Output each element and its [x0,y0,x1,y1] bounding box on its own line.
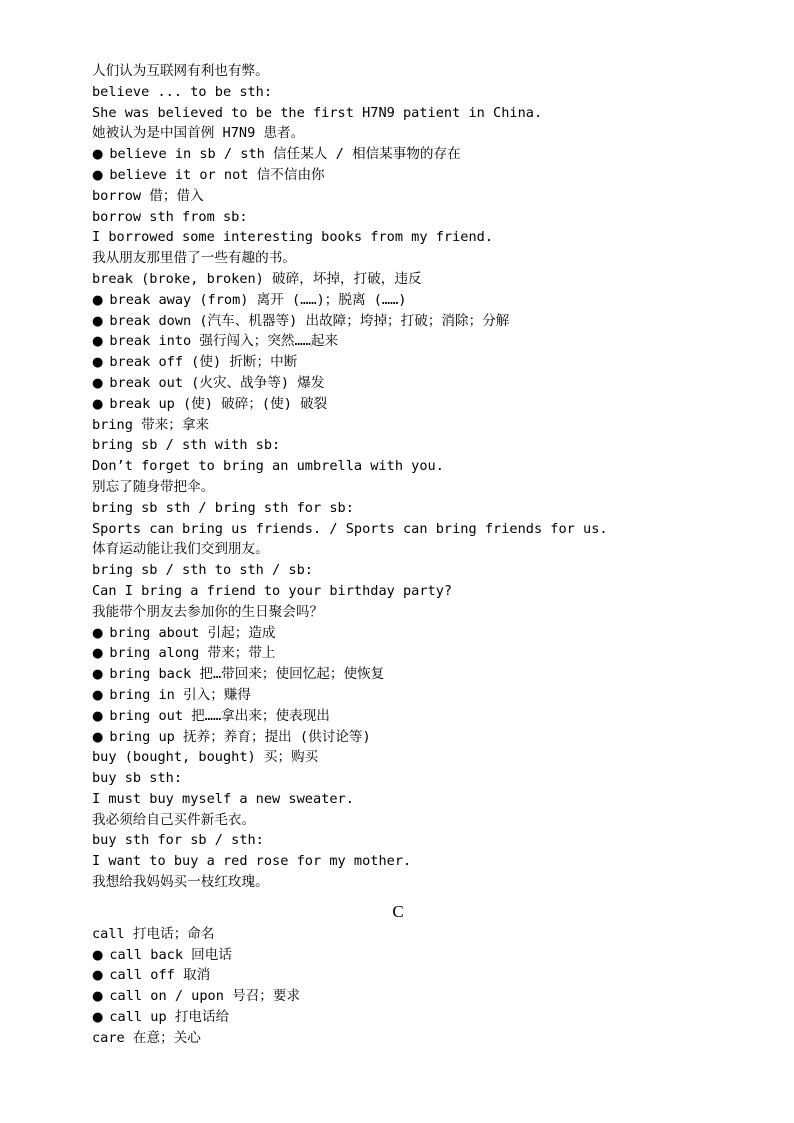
text-line: 人们认为互联网有利也有弊。 [92,63,269,79]
bullet-icon: ● [92,334,104,350]
text-line: 别忘了随身带把伞。 [92,478,215,495]
section-heading: C [392,901,404,921]
vocabulary-list [92,61,732,1049]
entry-text: bring up 抚养；养育；提出 (供讨论等) [109,728,371,745]
bullet-entry [92,685,732,706]
text-line: bring sb sth / bring sth for sb: [92,499,354,516]
text-line: Don’t forget to bring an umbrella with you. [92,458,444,475]
entry-text: bring out 把……拿出来；使表现出 [109,707,330,724]
entry-text: call on / upon 号召；要求 [109,988,301,1005]
entry-text: bring along 带来；带上 [109,645,276,662]
bullet-entry [92,394,732,415]
bullet-icon: ● [92,989,104,1005]
text-line: buy sb sth: [92,770,183,787]
bullet-entry [92,727,732,748]
text-line: break (broke, broken) 破碎，坏掉，打破，违反 [92,270,422,287]
text-line: borrow 借；借入 [92,187,204,204]
text-line: 体育运动能让我们交到朋友。 [92,541,269,558]
bullet-entry [92,623,732,644]
bullet-icon: ● [92,313,104,329]
text-line: 我必须给自己买件新毛衣。 [92,811,256,828]
text-line: 她被认为是中国首例 H7N9 患者。 [92,125,305,142]
document-page [92,61,732,1049]
entry-text: break off (使) 折断；中断 [109,354,298,371]
entry-text: call up 打电话给 [109,1009,230,1026]
entry-text: break up (使) 破碎；(使) 破裂 [109,395,328,412]
entry-text: break into 强行闯入；突然……起来 [109,333,339,350]
entry-text: break away (from) 离开 (……)；脱离 (……) [109,291,407,308]
text-line: Can I bring a friend to your birthday party? [92,582,453,599]
text-line: borrow sth from sb: [92,208,248,225]
text-line: 我从朋友那里借了一些有趣的书。 [92,250,296,267]
bullet-icon: ● [92,292,104,308]
bullet-entry [92,643,732,664]
text-line: Sports can bring us friends. / Sports can bring friends for us. [92,520,608,537]
entry-text: call off 取消 [109,967,211,984]
entry-text: believe in sb / sth 信任某人 / 相信某事物的存在 [109,146,461,163]
bullet-entry [92,1007,732,1028]
bullet-entry [92,986,732,1007]
bullet-icon: ● [92,968,104,984]
entry-text: bring in 引入；赚得 [109,686,251,703]
text-line: She was believed to be the first H7N9 patient in China. [92,104,543,121]
bullet-icon: ● [92,1010,104,1026]
bullet-entry [92,706,732,727]
bullet-entry [92,165,732,186]
bullet-entry [92,664,732,685]
bullet-icon: ● [92,708,104,724]
bullet-icon: ● [92,625,104,641]
bullet-entry [92,965,732,986]
entry-text: bring about 引起；造成 [109,624,276,641]
entry-text: bring back 把…带回来；使回忆起；使恢复 [109,666,385,683]
text-line: believe ... to be sth: [92,83,273,100]
text-line: I borrowed some interesting books from my friend. [92,229,494,246]
text-line: I must buy myself a new sweater. [92,790,354,807]
bullet-entry [92,331,732,352]
entry-text: break out (火灾、战争等) 爆发 [109,374,325,391]
bullet-icon: ● [92,355,104,371]
bullet-entry [92,290,732,311]
bullet-icon: ● [92,667,104,683]
text-line: I want to buy a red rose for my mother. [92,853,412,870]
text-line: bring 带来；拿来 [92,416,210,433]
bullet-entry [92,144,732,165]
bullet-icon: ● [92,729,104,745]
entry-text: break down (汽车、机器等) 出故障；垮掉；打破；消除；分解 [109,312,510,329]
bullet-icon: ● [92,947,104,963]
text-line: 我能带个朋友去参加你的生日聚会吗？ [92,603,324,620]
bullet-entry [92,945,732,966]
text-line: bring sb / sth with sb: [92,437,281,454]
bullet-icon: ● [92,375,104,391]
text-line: 我想给我妈妈买一枝红玫瑰。 [92,874,269,891]
bullet-icon: ● [92,147,104,163]
bullet-icon: ● [92,646,104,662]
entry-text: believe it or not 信不信由你 [109,166,325,183]
bullet-entry [92,311,732,332]
text-line: care 在意；关心 [92,1029,201,1046]
text-line: bring sb / sth to sth / sb: [92,562,313,579]
bullet-icon: ● [92,167,104,183]
bullet-icon: ● [92,396,104,412]
bullet-entry [92,352,732,373]
entry-text: call back 回电话 [109,946,232,963]
text-line: buy (bought, bought) 买；购买 [92,749,319,766]
text-line: buy sth for sb / sth: [92,832,264,849]
bullet-icon: ● [92,687,104,703]
text-line: call 打电话；命名 [92,925,215,942]
bullet-entry [92,373,732,394]
